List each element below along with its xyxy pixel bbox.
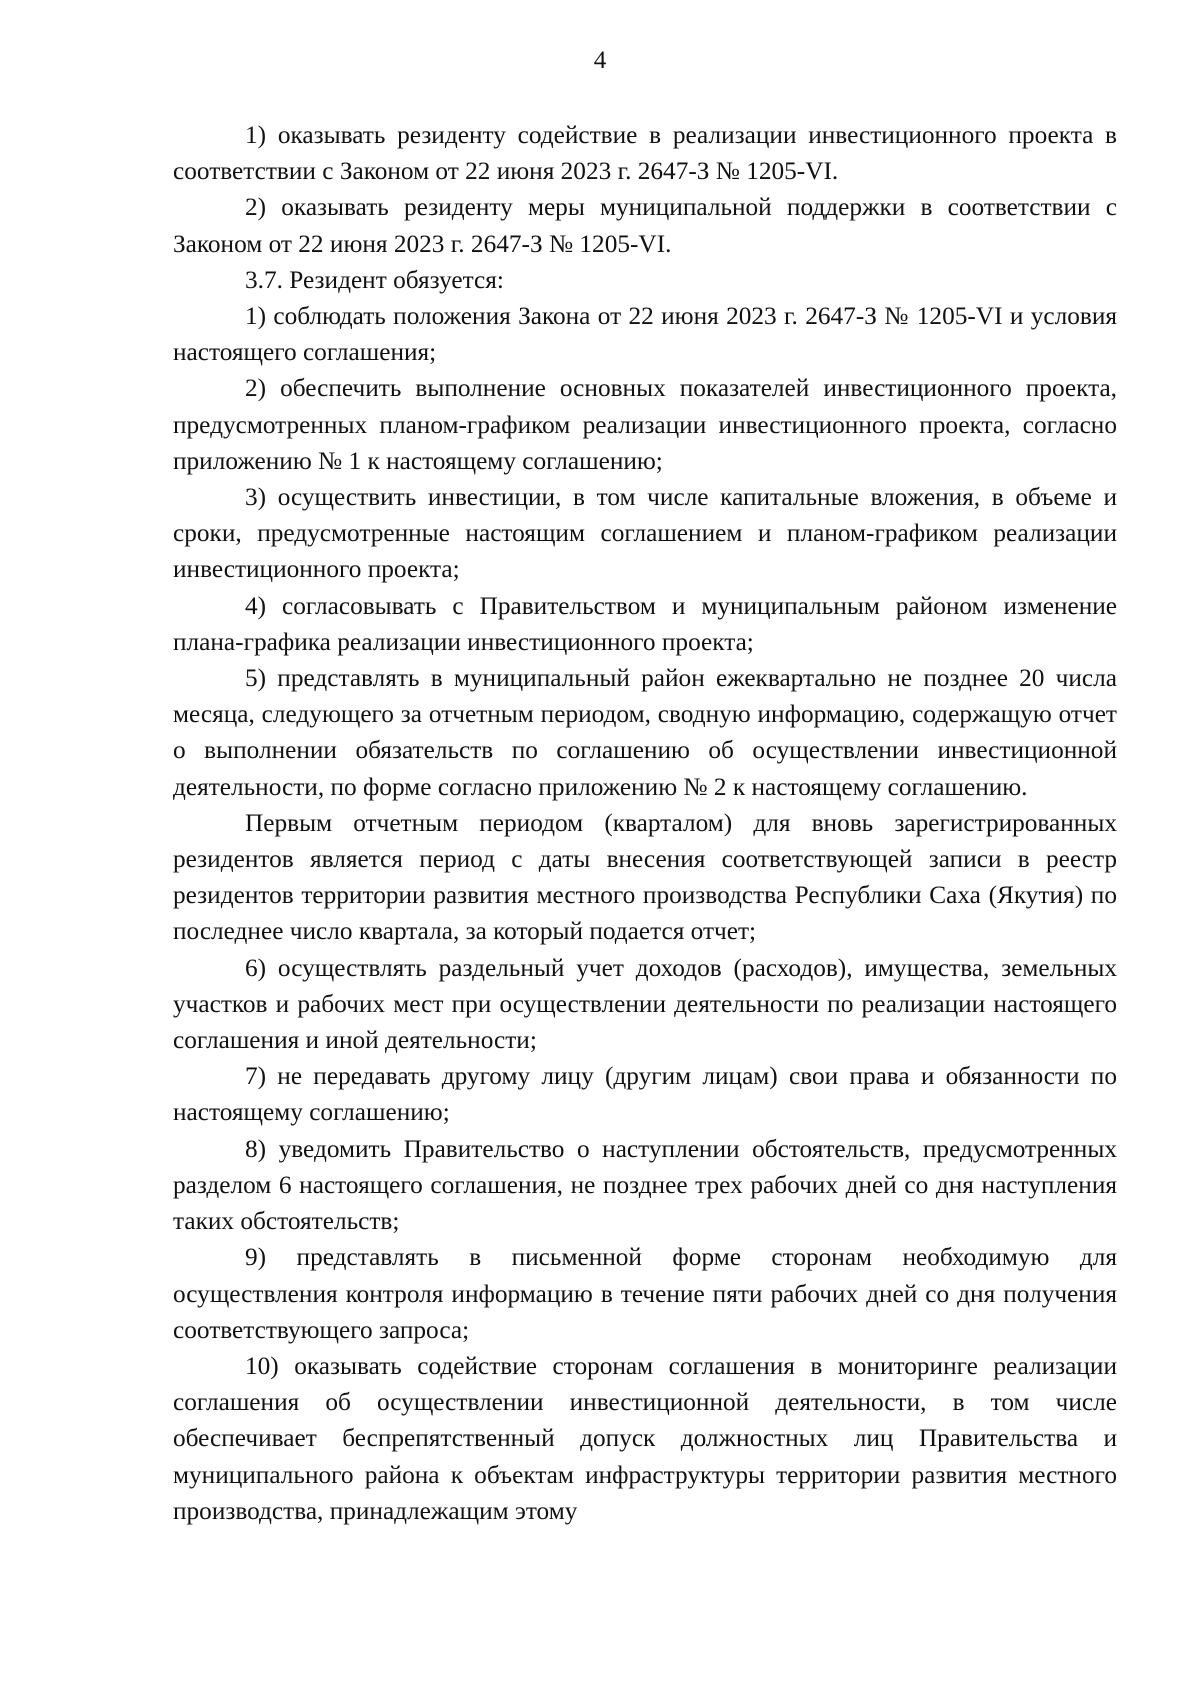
paragraph-item-2-municipal-support: 2) оказывать резиденту меры муниципальной поддержки в соответствии с Законом от 22 июня 2023 г. 2647-З № 1205-VI.: [173, 193, 1117, 258]
paragraph-obligation-5: 5) представлять в муниципальный район ежеквартально не позднее 20 числа месяца, следующего за отчетным периодом, сводную информацию, содержащую отчет о выполнении обязательств по соглашению об осуществлении инвестиционной деятельности, по форме согласно приложению № 2 к настоящему соглашению.: [173, 664, 1117, 801]
paragraph-obligation-3: 3) осуществить инвестиции, в том числе капитальные вложения, в объеме и сроки, предусмотренные настоящим соглашением и планом-графиком реализации инвестиционного проекта;: [173, 483, 1117, 584]
paragraph-obligation-2: 2) обеспечить выполнение основных показателей инвестиционного проекта, предусмотренных планом-графиком реализации инвестиционного проекта, согласно приложению № 1 к настоящему соглашению;: [173, 374, 1117, 475]
paragraph-obligation-7: 7) не передавать другому лицу (другим лицам) свои права и обязанности по настоящему соглашению;: [173, 1062, 1117, 1127]
paragraph-obligation-8: 8) уведомить Правительство о наступлении обстоятельств, предусмотренных разделом 6 настоящего соглашения, не позднее трех рабочих дней со дня наступления таких обстоятельств;: [173, 1134, 1117, 1236]
paragraph-obligation-6: 6) осуществлять раздельный учет доходов (расходов), имущества, земельных участков и рабочих мест при осуществлении деятельности по реализации настоящего соглашения и иной деятельности;: [173, 953, 1117, 1055]
paragraph-first-reporting-period: Первым отчетным периодом (кварталом) для вновь зарегистрированных резидентов является период с даты внесения соответствующей записи в реестр резидентов территории развития местного производства Республики Саха (Якутия) по последнее число квартала, за который подается отчет;: [173, 808, 1117, 946]
paragraph-obligation-10: 10) оказывать содействие сторонам соглашения в мониторинге реализации соглашения об осуществлении инвестиционной деятельности, в том числе обеспечивает беспрепятственный допуск должностных лиц Правительства и муниципального района к объектам инфраструктуры территории развития местного производства, принадлежащим этому: [173, 1351, 1117, 1525]
paragraph-item-1-assist-resident: 1) оказывать резиденту содействие в реализации инвестиционного проекта в соответствии с Законом от 22 июня 2023 г. 2647-З № 1205-VI.: [173, 121, 1117, 186]
paragraph-obligation-1: 1) соблюдать положения Закона от 22 июня 2023 г. 2647-З № 1205-VI и условия настоящего соглашения;: [173, 302, 1117, 367]
paragraph-obligation-4: 4) согласовывать с Правительством и муниципальным районом изменение плана-графика реализации инвестиционного проекта;: [173, 591, 1117, 656]
document-body: [173, 117, 1117, 1529]
page-number: 4: [593, 47, 607, 74]
paragraph-obligation-9: 9) представлять в письменной форме сторонам необходимую для осуществления контроля информацию в течение пяти рабочих дней со дня получения соответствующего запроса;: [173, 1243, 1117, 1344]
paragraph-section-3-7: 3.7. Резидент обязуется:: [245, 265, 504, 294]
